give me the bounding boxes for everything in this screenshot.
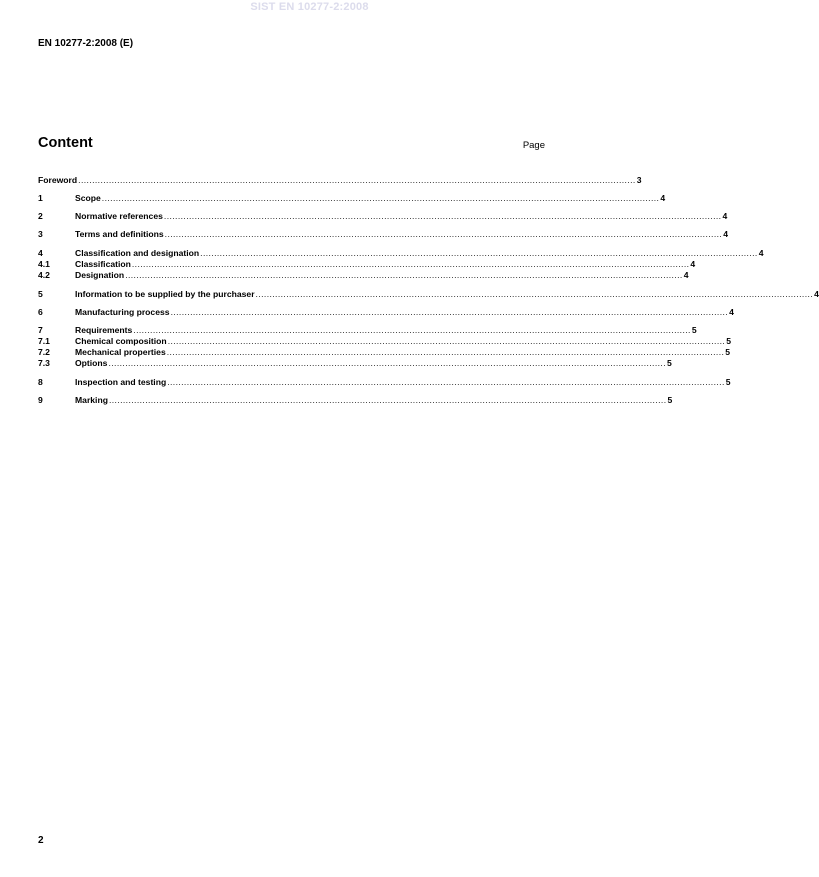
- toc-entry-number: 8: [38, 377, 43, 387]
- dot-leader: ........................................................................................................................................................................................................: [166, 347, 725, 357]
- toc-entry[interactable]: [38, 358, 672, 369]
- toc-entry[interactable]: [38, 229, 728, 240]
- toc-entry-page: 5: [667, 358, 672, 368]
- toc-entry-page: 5: [691, 325, 697, 335]
- toc-entry-title: Classification and designation: [75, 248, 200, 258]
- toc-entry[interactable]: [38, 307, 734, 318]
- toc-entry-number: 4.1: [38, 259, 50, 269]
- toc-entry-title: Terms and definitions: [75, 229, 164, 239]
- toc-entry-number: 3: [38, 229, 43, 239]
- toc-entry-number: 2: [38, 211, 43, 221]
- toc-entry-title: Requirements: [75, 325, 133, 335]
- toc-entry-number: 7.3: [38, 358, 50, 368]
- toc-entry-page: 4: [660, 193, 666, 203]
- toc-entry-page: 4: [758, 248, 764, 258]
- toc-entry-title: Normative references: [75, 211, 163, 221]
- dot-leader: ........................................................................................................................................................................................................: [131, 259, 690, 269]
- toc-entry-page: 5: [725, 377, 731, 387]
- toc-entry-page: 4: [723, 229, 728, 239]
- toc-entry[interactable]: [38, 395, 673, 406]
- toc-entry-page: 5: [725, 347, 731, 357]
- dot-leader: ........................................................................................................................................................................................................: [167, 336, 726, 346]
- dot-leader: ........................................................................................................................................................................................................: [167, 377, 725, 387]
- toc-entry[interactable]: [38, 193, 666, 204]
- page-column-label: Page: [522, 140, 545, 151]
- dot-leader: ........................................................................................................................................................................................................: [78, 175, 636, 185]
- toc-entry[interactable]: [38, 336, 731, 347]
- dot-leader: ........................................................................................................................................................................................................: [255, 289, 814, 299]
- dot-leader: ........................................................................................................................................................................................................: [108, 395, 667, 405]
- toc-entry[interactable]: [38, 175, 642, 186]
- toc-entry-number: 4.2: [38, 270, 50, 280]
- toc-entry-page: 3: [636, 175, 642, 185]
- dot-leader: ........................................................................................................................................................................................................: [101, 193, 660, 203]
- toc-entry-title: Chemical composition: [75, 336, 167, 346]
- toc-entry[interactable]: [38, 259, 696, 270]
- toc-entry-page: 4: [722, 211, 728, 221]
- page-title: Content: [38, 135, 93, 151]
- toc-entry-title: Inspection and testing: [75, 377, 167, 387]
- dot-leader: ........................................................................................................................................................................................................: [164, 229, 723, 239]
- toc-entry-title: Marking: [75, 395, 108, 405]
- toc-entry-page: 4: [690, 259, 696, 269]
- toc-entry[interactable]: [38, 377, 731, 388]
- toc-entry[interactable]: [38, 347, 731, 358]
- dot-leader: ........................................................................................................................................................................................................: [108, 358, 666, 368]
- toc-entry-number: 7: [38, 325, 43, 335]
- dot-leader: ........................................................................................................................................................................................................: [200, 248, 758, 258]
- dot-leader: ........................................................................................................................................................................................................: [133, 325, 691, 335]
- toc-entry-number: 9: [38, 395, 43, 405]
- watermark: SIST EN 10277-2:2008: [250, 1, 369, 13]
- dot-leader: ........................................................................................................................................................................................................: [163, 211, 722, 221]
- toc-entry-title: Information to be supplied by the purchaser: [75, 289, 255, 299]
- toc-entry-title: Foreword: [38, 175, 78, 185]
- toc-entry-title: Manufacturing process: [75, 307, 170, 317]
- toc-entry-page: 5: [726, 336, 731, 346]
- toc-entry-number: 4: [38, 248, 43, 258]
- toc-entry[interactable]: [38, 325, 697, 336]
- dot-leader: ........................................................................................................................................................................................................: [125, 270, 683, 280]
- toc-entry-page: 4: [683, 270, 689, 280]
- toc-entry-title: Scope: [75, 193, 101, 203]
- toc-entry[interactable]: [38, 289, 819, 300]
- toc-entry-page: 5: [667, 395, 673, 405]
- toc-entry-number: 7.2: [38, 347, 50, 357]
- toc-entry-number: 6: [38, 307, 43, 317]
- toc-entry-title: Classification: [75, 259, 131, 269]
- toc-entry[interactable]: [38, 270, 689, 281]
- toc-entry-number: 5: [38, 289, 43, 299]
- page-number: 2: [38, 835, 44, 846]
- toc-entry-page: 4: [814, 289, 819, 299]
- dot-leader: ........................................................................................................................................................................................................: [170, 307, 729, 317]
- toc-entry-title: Designation: [75, 270, 125, 280]
- toc-entry-page: 4: [729, 307, 734, 317]
- toc-entry-number: 1: [38, 193, 43, 203]
- toc-entry-title: Mechanical properties: [75, 347, 166, 357]
- toc-entry-title: Options: [75, 358, 108, 368]
- toc-entry[interactable]: [38, 211, 728, 222]
- document-identifier: EN 10277-2:2008 (E): [38, 38, 134, 49]
- toc-entry[interactable]: [38, 248, 764, 259]
- toc-entry-number: 7.1: [38, 336, 50, 346]
